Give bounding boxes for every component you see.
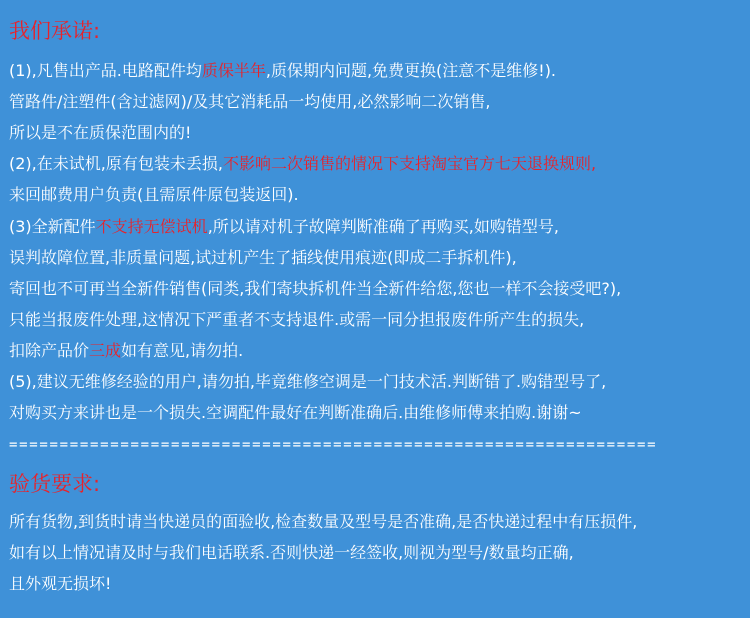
line-text: (1),凡售出产品.电路配件均 — [9, 61, 202, 80]
highlighted-text: 质保半年 — [201, 61, 266, 80]
highlighted-text: 三成 — [89, 340, 122, 360]
inspection-line — [9, 542, 574, 564]
line-text: 所以是不在质保范围内的! — [9, 123, 192, 143]
promise-line — [9, 184, 299, 206]
promise-line — [9, 371, 606, 393]
promise-line — [9, 340, 243, 362]
line-text: 只能当报废件处理,这情况下严重者不支持退件.或需一同分担报废件所产生的损失, — [9, 309, 585, 329]
promise-line — [9, 153, 596, 175]
line-text: (3)全新配件 — [9, 216, 96, 236]
line-text: 管路件/注塑件(含过滤网)/及其它消耗品一均使用,必然影响二次销售, — [9, 92, 491, 112]
highlighted-text: 不影响二次销售的情况下支持淘宝官方七天退换规则, — [222, 154, 597, 174]
line-text: ,质保期内问题,免费更换(注意不是维修!). — [265, 61, 557, 80]
promise-heading: 我们承诺: — [9, 19, 101, 43]
promise-line — [9, 247, 517, 269]
section-divider: ================================================================ — [9, 437, 658, 453]
promise-line — [9, 122, 191, 144]
line-text: 如有以上情况请及时与我们电话联系.否则快递一经签收,则视为型号/数量均正确, — [9, 543, 574, 562]
line-text: 所有货物,到货时请当快递员的面验收,检查数量及型号是否准确,是否快递过程中有压损件, — [9, 512, 638, 531]
inspection-heading: 验货要求: — [9, 472, 101, 496]
promise-line — [9, 216, 559, 238]
line-text: (2),在未试机,原有包装未丢损, — [9, 154, 223, 174]
inspection-line — [9, 511, 637, 533]
line-text: (5),建议无维修经验的用户,请勿拍,毕竟维修空调是一门技术活.判断错了.购错型号了, — [9, 372, 607, 391]
promise-line — [9, 402, 582, 424]
promise-line — [9, 278, 621, 300]
line-text: 扣除产品价 — [9, 340, 90, 360]
line-text: 寄回也不可再当全新件销售(同类,我们寄块拆机件当全新件给您,您也一样不会接受吧?), — [9, 278, 622, 298]
promise-line — [9, 60, 556, 82]
line-text: 对购买方来讲也是一个损失.空调配件最好在判断准确后.由维修师傅来拍购.谢谢~ — [9, 403, 582, 423]
line-text: 来回邮费用户负责(且需原件原包装返回). — [9, 185, 299, 205]
line-text: 如有意见,请勿拍. — [121, 340, 244, 360]
line-text: 且外观无损坏! — [9, 574, 112, 593]
line-text: 误判故障位置,非质量问题,试过机产生了插线使用痕迹(即成二手拆机件), — [9, 247, 517, 267]
inspection-line — [9, 573, 111, 595]
highlighted-text: 不支持无偿试机 — [95, 216, 208, 236]
line-text: ,所以请对机子故障判断准确了再购买,如购错型号, — [207, 216, 559, 236]
promise-line — [9, 309, 584, 331]
promise-line — [9, 91, 490, 113]
